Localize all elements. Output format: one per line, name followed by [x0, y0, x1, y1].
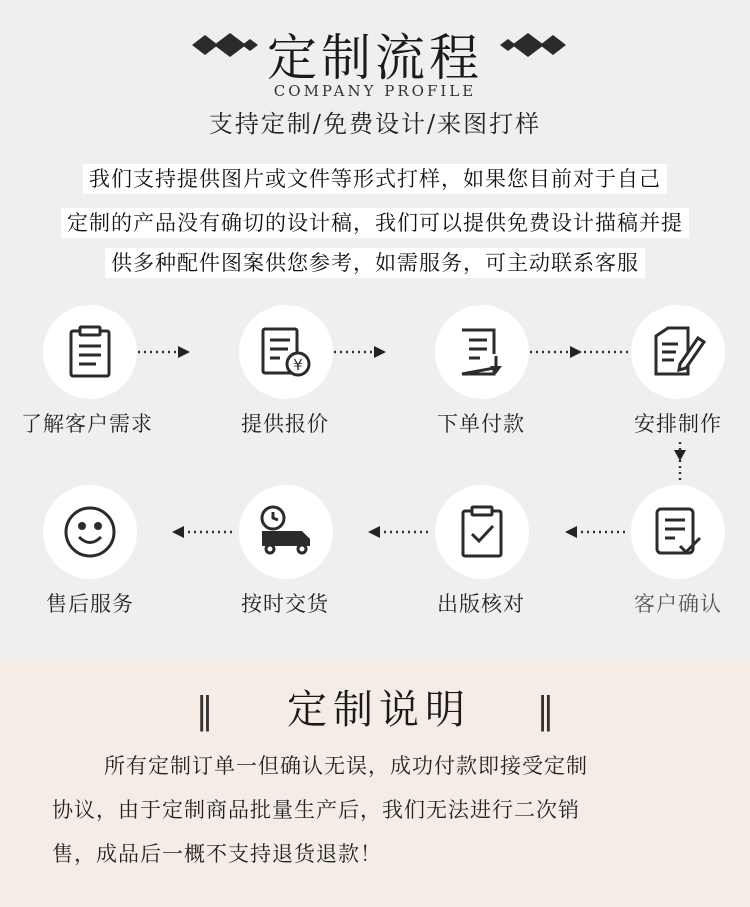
quote-document-yen-icon — [258, 324, 314, 380]
intro-line-3: 供多种配件图案供您参考，如需服务，可主动联系客服 — [0, 247, 750, 277]
checklist-clipboard-icon — [454, 504, 510, 560]
tagline: 支持定制/免费设计/来图打样 — [208, 110, 542, 138]
step-label-after-sales: 售后服务 — [46, 592, 134, 616]
step-label-proof-check: 出版核对 — [437, 592, 525, 616]
smiley-face-icon — [62, 504, 118, 560]
step-label-provide-quote: 提供报价 — [241, 412, 329, 436]
step-circle-proof-check — [435, 485, 529, 579]
intro-line-2: 定制的产品没有确切的设计稿，我们可以提供免费设计描稿并提 — [0, 207, 750, 237]
notice-line-3: 售，成品后一概不支持退货退款！ — [52, 842, 382, 866]
document-edit-pencil-icon — [650, 324, 706, 380]
step-circle-provide-quote — [239, 305, 333, 399]
document-check-icon — [650, 504, 706, 560]
step-circle-place-order — [435, 305, 529, 399]
step-circle-customer-confirm — [631, 485, 725, 579]
left-bar-mark: ‖ — [195, 691, 214, 732]
step-circle-arrange-production — [631, 305, 725, 399]
step-circle-on-time-delivery — [239, 485, 333, 579]
notice-line-2: 协议，由于定制商品批量生产后，我们无法进行二次销 — [52, 798, 580, 822]
notice-heading — [0, 678, 750, 735]
step-circle-after-sales — [43, 485, 137, 579]
step-circle-understand-needs — [43, 305, 137, 399]
svg-text:¥: ¥ — [293, 356, 303, 374]
step-label-place-order: 下单付款 — [437, 412, 525, 436]
order-document-download-icon — [454, 324, 510, 380]
clipboard-icon — [62, 324, 118, 380]
step-label-on-time-delivery: 按时交货 — [241, 592, 329, 616]
notice-title: 定制说明 — [287, 687, 471, 733]
page-subtitle: COMPANY PROFILE — [273, 82, 477, 100]
right-bar-mark: ‖ — [536, 691, 555, 732]
page-title: 定制流程 — [267, 29, 483, 87]
step-label-understand-needs: 了解客户需求 — [21, 412, 153, 436]
step-label-customer-confirm: 客户确认 — [634, 592, 722, 616]
delivery-truck-clock-icon — [258, 504, 314, 560]
notice-line-1: 所有定制订单一但确认无误，成功付款即接受定制 — [104, 754, 588, 778]
intro-line-1: 我们支持提供图片或文件等形式打样，如果您目前对于自己 — [0, 163, 750, 193]
step-label-arrange-production: 安排制作 — [634, 412, 722, 436]
